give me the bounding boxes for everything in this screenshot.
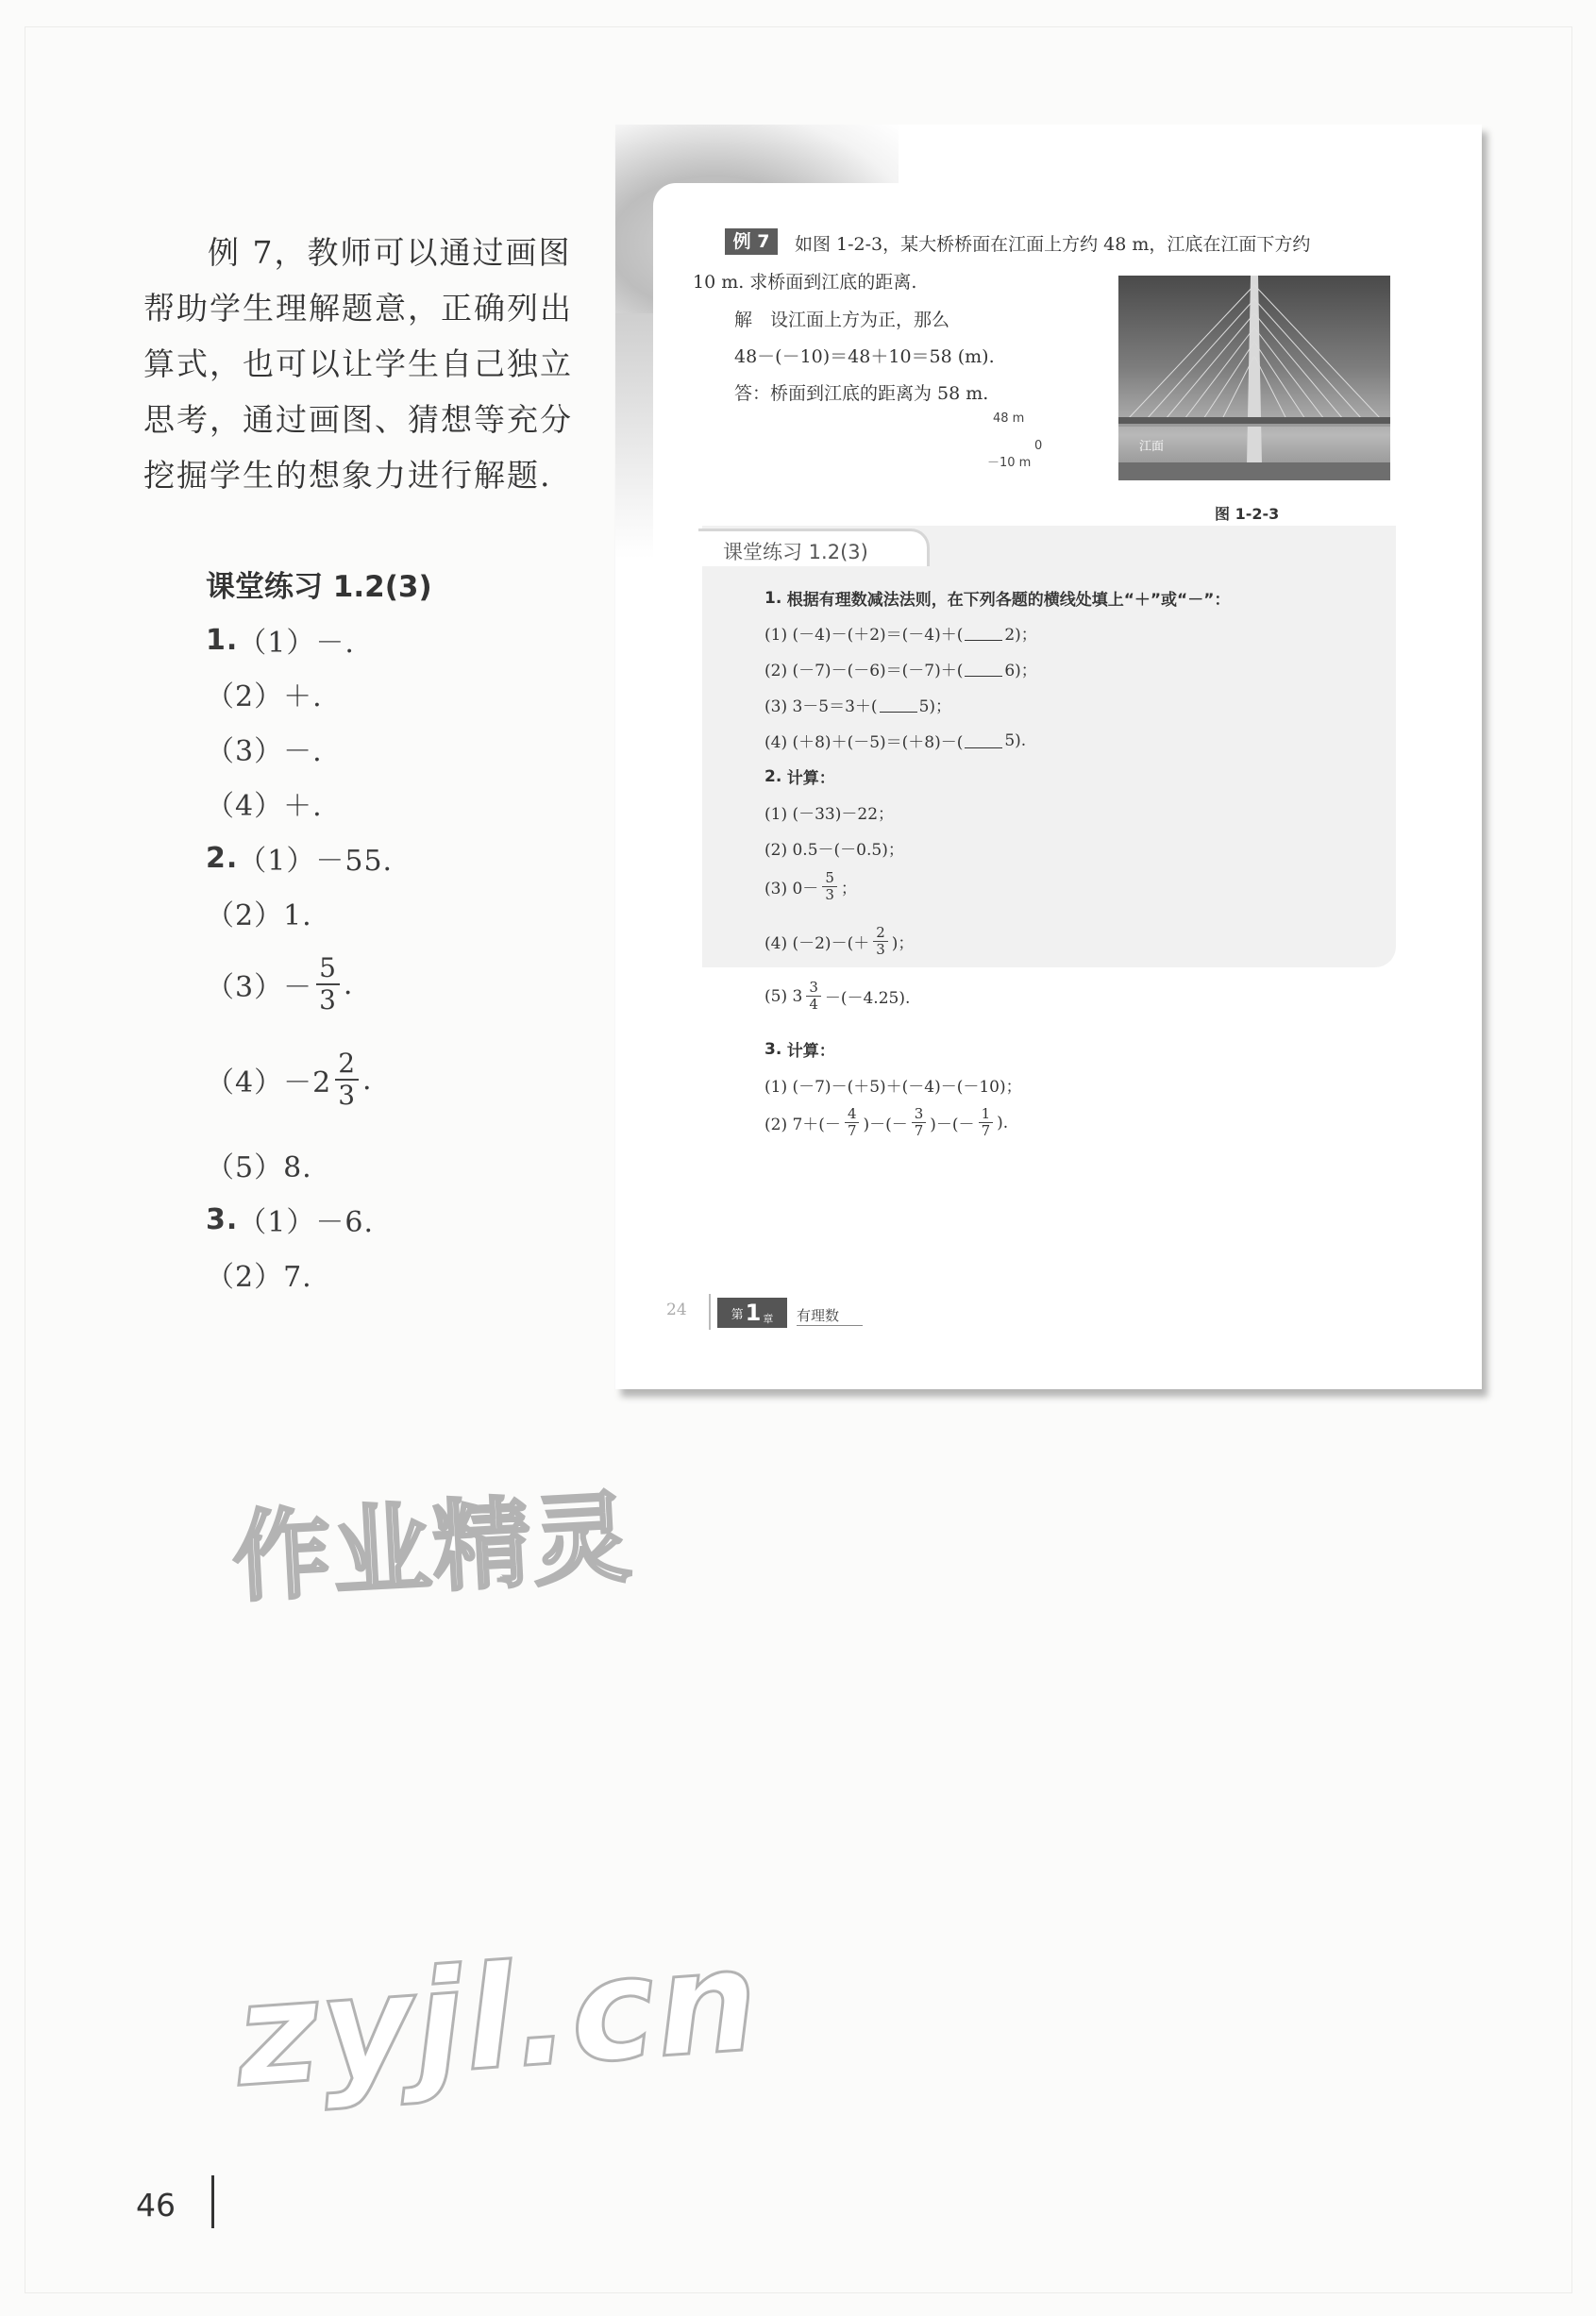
numerator: 1 xyxy=(979,1106,994,1123)
practice-q2-5 xyxy=(764,980,910,1014)
expression: 2)； xyxy=(1004,626,1037,645)
fill-blank xyxy=(965,662,1002,677)
denominator: 3 xyxy=(319,984,337,1016)
answer-text: （1）－. xyxy=(238,627,355,660)
fraction xyxy=(822,870,837,904)
expression: )－(－ xyxy=(930,1116,975,1135)
practice-q2-prompt xyxy=(764,764,835,788)
answer-q1-number: 1. xyxy=(206,623,239,657)
textbook-page-number: 24 xyxy=(666,1301,687,1319)
example-tag: 例 7 xyxy=(725,228,778,255)
question-text: 计算： xyxy=(786,769,835,788)
practice-q3-2 xyxy=(764,1106,1008,1140)
numerator: 3 xyxy=(806,980,821,997)
fill-blank xyxy=(965,733,1002,748)
expression: (1) (－4)－(＋2)＝(－4)＋( xyxy=(764,626,964,645)
question-number: 2. xyxy=(764,766,782,786)
numerator: 5 xyxy=(822,870,837,887)
expression: )－(－ xyxy=(863,1116,908,1135)
numerator: 2 xyxy=(335,1049,359,1081)
denominator: 7 xyxy=(981,1122,991,1140)
textbook-page-image xyxy=(615,125,1482,1389)
practice-q2-1: (1) (－33)－22； xyxy=(764,805,895,824)
chapter-badge xyxy=(717,1298,787,1328)
expression: 5)； xyxy=(918,697,952,716)
expression: (3) 3－5＝3＋( xyxy=(764,697,878,716)
expression: (2) (－7)－(－6)＝(－7)＋( xyxy=(764,662,964,680)
fraction xyxy=(845,1106,860,1140)
answer-text: （4）－2 xyxy=(206,1066,332,1100)
denominator: 3 xyxy=(825,886,834,904)
chapter-number: 1 xyxy=(745,1300,762,1326)
chapter-underline xyxy=(797,1325,863,1326)
answer-text: （3）－ xyxy=(206,971,313,1005)
question-text: 计算： xyxy=(786,1042,835,1061)
expression: ； xyxy=(840,880,857,899)
practice-q2-2: (2) 0.5－(－0.5)； xyxy=(764,841,904,860)
page-number-divider xyxy=(211,2175,214,2228)
answer-1-1 xyxy=(206,619,355,661)
numerator: 2 xyxy=(873,925,888,942)
answer-2-2: （2）1. xyxy=(206,899,312,932)
numerator: 5 xyxy=(316,953,340,985)
answers-title: 课堂练习 1.2(3) xyxy=(206,570,432,604)
expression: (4) (＋8)＋(－5)＝(＋8)－( xyxy=(764,733,964,752)
example-text-line-1: 如图 1-2-3，某大桥桥面在江面上方约 48 m，江底在江面下方约 xyxy=(795,234,1311,255)
answer-1-2: （2）＋. xyxy=(206,680,323,713)
chapter-prefix: 第 xyxy=(731,1307,744,1322)
teacher-note: 例 7，教师可以通过画图帮助学生理解题意，正确列出算式，也可以让学生自己独立思考，通过画图、猜想等充分挖掘学生的想象力进行解题. xyxy=(143,234,573,494)
denominator: 4 xyxy=(809,996,818,1014)
figure-caption: 图 1-2-3 xyxy=(1215,505,1280,523)
answer-2-1 xyxy=(206,837,393,879)
fraction xyxy=(316,953,340,1015)
practice-q1-3 xyxy=(764,693,951,716)
river-surface-label: 江面 xyxy=(1139,440,1165,454)
denominator: 7 xyxy=(914,1122,924,1140)
answer-text: （1）－6. xyxy=(238,1206,374,1239)
answer-q3-number: 3. xyxy=(206,1202,239,1236)
practice-q3-prompt xyxy=(764,1037,835,1061)
chapter-name: 有理数 xyxy=(797,1307,840,1324)
scale-label-48m: 48 m xyxy=(993,411,1025,426)
expression: 6)； xyxy=(1004,662,1037,680)
watermark-chinese: 作业精灵 xyxy=(229,1479,636,1616)
watermark-url: zyjl.cn xyxy=(230,1918,765,2120)
answer-1-4: （4）＋. xyxy=(206,790,323,823)
solution-line-1: 解 设江面上方为正，那么 xyxy=(734,310,950,330)
answer-text: . xyxy=(343,967,354,1001)
question-text: 根据有理数减法法则，在下列各题的横线处填上“＋”或“－”： xyxy=(786,591,1231,610)
footer-divider xyxy=(709,1294,711,1330)
denominator: 3 xyxy=(876,941,885,959)
numerator: 4 xyxy=(845,1106,860,1123)
fraction xyxy=(873,925,888,959)
chapter-suffix: 章 xyxy=(763,1313,774,1325)
answer-3-2: （2）7. xyxy=(206,1261,312,1294)
fraction xyxy=(979,1106,994,1140)
practice-q2-3 xyxy=(764,870,857,904)
example-text-line-2: 10 m. 求桥面到江底的距离. xyxy=(693,272,917,293)
practice-q1-4 xyxy=(764,729,1026,752)
question-number: 1. xyxy=(764,588,782,608)
answer-text: （1）－55. xyxy=(238,845,394,878)
scale-label-zero: 0 xyxy=(1034,439,1043,453)
fraction xyxy=(335,1049,359,1111)
answer-3-1 xyxy=(206,1199,374,1240)
practice-q2-4 xyxy=(764,925,914,959)
expression: －(－4.25). xyxy=(824,989,911,1009)
answer-2-5: （5）8. xyxy=(206,1151,312,1184)
practice-q1-1 xyxy=(764,621,1037,645)
answer-2-4 xyxy=(206,1049,373,1111)
denominator: 7 xyxy=(847,1122,857,1140)
fraction xyxy=(806,980,821,1014)
solution-line-2: 48－(－10)＝48＋10＝58 (m). xyxy=(734,346,995,367)
scale-label-minus10m: －10 m xyxy=(987,456,1032,470)
practice-q1-prompt xyxy=(764,586,1230,610)
expression: ). xyxy=(997,1113,1009,1133)
fraction xyxy=(912,1106,927,1140)
fill-blank xyxy=(965,626,1002,641)
expression: (2) 7＋(－ xyxy=(764,1116,841,1135)
practice-q1-2 xyxy=(764,657,1037,680)
practice-q3-1: (1) (－7)－(＋5)＋(－4)－(－10)； xyxy=(764,1078,1022,1097)
expression: (4) (－2)－(＋ xyxy=(764,934,870,954)
page-number: 46 xyxy=(136,2187,176,2224)
expression: (3) 0－ xyxy=(764,880,819,899)
expression: )； xyxy=(891,934,915,954)
question-number: 3. xyxy=(764,1039,782,1059)
answer-q2-number: 2. xyxy=(206,841,239,875)
answer-2-3 xyxy=(206,953,353,1015)
answer-text: . xyxy=(362,1063,373,1097)
expression: 5). xyxy=(1004,730,1027,750)
practice-title: 课堂练习 1.2(3) xyxy=(723,541,868,563)
numerator: 3 xyxy=(912,1106,927,1123)
fill-blank xyxy=(880,697,917,713)
denominator: 3 xyxy=(338,1080,357,1112)
solution-line-3: 答：桥面到江底的距离为 58 m. xyxy=(734,383,989,404)
expression: (5) 3 xyxy=(764,986,803,1006)
answer-1-3: （3）－. xyxy=(206,735,323,768)
